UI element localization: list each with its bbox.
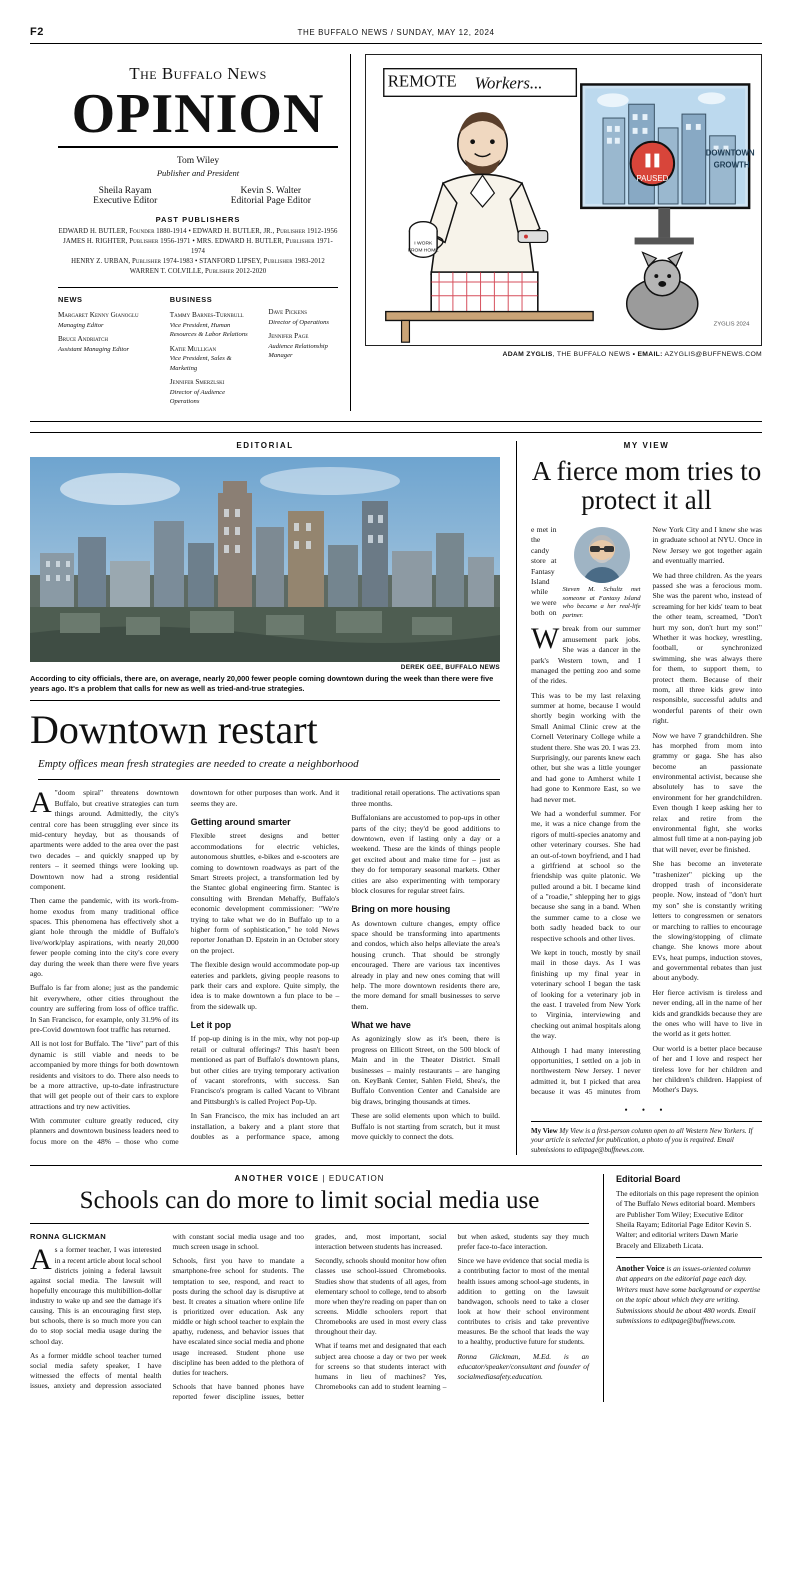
svg-text:GROWTH: GROWTH: [713, 160, 750, 170]
past-publisher-line: WARREN T. COLVILLE, Publisher 2012-2020: [129, 268, 267, 276]
staff-name: Bruce Andriatch: [58, 335, 108, 344]
bottom-section: [30, 1166, 762, 1402]
staff-title: Vice President, Human Resources & Labor Relations: [169, 321, 248, 339]
editorial-page-editor-title: Editorial Page Editor: [230, 195, 311, 206]
editorial-paragraph: These are solid elements upon which to build. Buffalo is not starting from scratch, but it must move quickly to connect the dots.: [351, 1111, 500, 1141]
editorial-body: [30, 788, 500, 1147]
editorial-paragraph: Buffalo is far from alone; just as the pandemic hit everywhere, other cities throughout the country are suffering from loss of office traffic. In San Francisco, for example, only 31.9% of its pre-Covid downtown foot traffic has returned.: [30, 983, 179, 1034]
editorial-headline: Downtown restart: [30, 706, 318, 752]
staff-name: Jennifer Smerzlski: [169, 378, 225, 387]
my-view-paragraph: We had a wonderful summer. For me, it was a nice change from the rigors of multi-species anatomy and other veterinary courses. She had an out-of-town boyfriend, and I had a girlfriend at school so the friendship was quite platonic. We pulled around a bit. I became kind of a "roadie," shlepping her to gigs because she sang in a band. When the summer came to a close we both sadly headed back to our respective schools and other lives.: [531, 808, 641, 943]
svg-text:PAUSED: PAUSED: [636, 174, 669, 184]
staff-name: Margaret Kenny Gianoglu: [58, 311, 139, 320]
my-view-body: [531, 525, 762, 1099]
publisher-name: Tom Wiley: [176, 156, 220, 166]
my-view-paragraph: She has become an inveterate "trashenizer" picking up the dropped trash of inconsiderate people. Now, instead of "don't hurt my son" she is constantly writing letters to congressmen or senators or marching to rallies to encourage the slowing/stopping of climate change. She knows more about EVs, heat pumps, induction stoves, and governmental rebates than just about anybody.: [652, 859, 762, 983]
staff-block: [58, 287, 338, 410]
opinion-flag: OPINION: [71, 83, 325, 145]
my-view-paragraph: We had three children. As the years passed she was a ferocious mom. She was the parent who, instead of screaming for her kids' team to beat the other team, screamed, "Don't hurt my son, don't hurt my son!" Whether it was hockey, wrestling, football, or synchronized swimming, she was always there for them, to support them, to protect them. Because of their mom, all three kids grew into responsible, successful adults and wonderful parents of their own right.: [652, 570, 762, 726]
staff-column-news: [58, 295, 154, 410]
cartoonist-name: ADAM ZYGLIS: [502, 351, 553, 358]
another-voice-body: [30, 1232, 589, 1402]
running-head-center: THE BUFFALO NEWS / SUNDAY, MAY 12, 2024: [297, 27, 495, 37]
another-voice-paragraph: Secondly, schools should monitor how often classes use school-issued Chromebooks. Studies show that students of all ages, from elementary school to college, tend to absorb more when they're reading on paper than on screens. Middle schoolers report that Chromebooks are used in most every class throughout their day.: [315, 1256, 447, 1337]
past-publishers-header: PAST PUBLISHERS: [155, 214, 241, 224]
mug-caption: Steven M. Schultz met someone at Fantasy Island who became a her real-life partner.: [562, 586, 641, 619]
byline: RONNA GLICKMAN: [30, 1231, 107, 1241]
skyline-photo: [30, 457, 500, 662]
my-view-paragraph: Her fierce activism is tireless and never ending, all in the name of her kids and grandkids because they are the ones who will have to live in the world as it gets hotter.: [652, 987, 762, 1039]
another-voice-kicker: [30, 1174, 589, 1183]
editorial-paragraph: Flexible street designs and better accommodations for electric vehicles, autonomous shuttles, e-bikes and e-scooters are coming to downtown roadways as part of the Smart Streets project, a transformation led by the Stantec global engineering firm. Stantec is consulting with Brendan Mehaffy, Buffalo's economic development commissioner: "We're trying to take what we do in Buffalo up to a higher form of sophistication," he told News reporter Jonathan D. Epstein in an October story on the project.: [190, 831, 340, 955]
another-voice-box: [616, 1263, 762, 1326]
staff-name: Dave Pickens: [268, 308, 308, 317]
svg-text:ZYGLIS 2024: ZYGLIS 2024: [713, 321, 750, 328]
past-publisher-line: JAMES H. RIGHTER, Publisher 1956-1971 • MRS. EDWARD H. BUTLER, Publisher 1971-1974: [63, 237, 333, 255]
publisher-title: Publisher and President: [156, 167, 240, 178]
staff-header-business: BUSINESS: [169, 295, 213, 305]
another-voice-headline: Schools can do more to limit social media use: [30, 1187, 589, 1224]
editorial-paragraph: If pop-up dining is in the mix, why not pop-up retail or cultural offerings? This hasn't been mentioned as part of Buffalo's downtown plans, but other cities are trying temporary activation of vacant storefronts, with success. San Francisco's program is called Vacant to Vibrant and Pittsburgh's is called Project Pop-Up.: [190, 1034, 340, 1106]
editorial-kicker: EDITORIAL: [236, 440, 294, 450]
editors-block: [58, 186, 338, 206]
staff-name: Katie Mulligan: [169, 344, 217, 353]
another-voice-paragraph: Schools that have banned phones have reported fewer discipline issues, better grades, and, most important, social interaction between students has increased.: [172, 1231, 447, 1402]
executive-editor-title: Executive Editor: [93, 195, 158, 206]
svg-text:I WORK: I WORK: [414, 241, 433, 247]
another-voice-paragraph: As a former middle school teacher turned social media safety speaker, I have witnessed the effects of mental health issues, anxiety and depression associated with constant social media usage and too much screen usage in school.: [30, 1231, 304, 1391]
another-voice-article: [30, 1174, 589, 1402]
flag-rule: [58, 146, 338, 148]
my-view-footer-label: My View: [531, 1126, 558, 1135]
past-publisher-line: EDWARD H. BUTLER, Founder 1880-1914 • EDWARD H. BUTLER, JR., Publisher 1912-1956: [58, 227, 338, 235]
folio: F2: [30, 26, 44, 38]
photo-caption: According to city officials, there are, on average, nearly 20,000 fewer people coming downtown during the week than there were five years ago. It's a problem that calls for new as well as tried-and-true strategies.: [30, 674, 500, 701]
running-head: [30, 26, 762, 44]
masthead: [30, 54, 762, 422]
staff-title: Managing Editor: [58, 321, 104, 329]
executive-editor-name: Sheila Rayam: [98, 185, 152, 196]
mid-section: [30, 433, 762, 1155]
board-divider: [616, 1257, 762, 1326]
another-voice-paragraph: Since we have evidence that social media is a contributing factor to most of the mental health issues among school-age students, in addition to getting on the lawsuit bandwagon, schools need to take a closer look at how their school environment contributes to crisis and take preventive measures. Be the school that leads the way to a healthy, productive future for students.: [457, 1256, 589, 1347]
editorial-article: [30, 441, 500, 1155]
my-view-article: [516, 441, 762, 1155]
publisher-block: [58, 156, 338, 179]
my-view-footer: [531, 1121, 762, 1155]
editorial-subhead: Let it pop: [190, 1020, 232, 1031]
staff-header-news: NEWS: [58, 295, 83, 305]
editorial-paragraph: In San Francisco, the mix has included an art installation, a bakery and a plant store that doubles as a performance space, among traditional retail operations. The activations span three months.: [190, 788, 500, 1141]
editorial-subhead: Bring on more housing: [351, 904, 451, 915]
section-dots: • • •: [624, 1104, 669, 1115]
svg-text:DOWNTOWN: DOWNTOWN: [705, 148, 755, 158]
my-view-kicker: MY VIEW: [623, 440, 670, 450]
editorial-board-text: The editorials on this page represent the opinion of The Buffalo News editorial board. Members are Publisher Tom Wiley; Executive Editor Sheila Rayam; Editorial Page Editor Kevin S. Walter; and editorial writers Dawn Marie Bracely and Elizabeth Licata.: [616, 1188, 759, 1250]
my-view-paragraph: Our world is a better place because of her and I love and respect her tireless love for her children and her children's children. Happiest of Mother's Days.: [652, 1043, 762, 1095]
editorial-paragraph: With commuter culture greatly reduced, city planners and downtown business leaders need to focus more on the 48% – those who come downtown for other purposes than work. And it seems they are.: [30, 788, 340, 1146]
staff-title: Audience Relationship Manager: [268, 342, 328, 360]
staff-column-operations: [268, 295, 338, 410]
svg-text:REMOTE: REMOTE: [387, 71, 457, 91]
another-voice-kicker-bold: ANOTHER VOICE: [234, 1173, 320, 1183]
portrait-photo: [574, 527, 630, 583]
another-voice-paragraph: What if teams met and designated that each subject area choose a day or two per week for screens so that students interact with humans in lieu of machines? Yes, Chromebooks can add to student learning – but when asked, students say they much prefer face-to-face interaction.: [315, 1231, 589, 1391]
svg-text:Workers...: Workers...: [474, 73, 543, 93]
editorial-board-header: Editorial Board: [616, 1173, 681, 1184]
staff-column-business: [170, 295, 253, 410]
my-view-headline: A fierce mom tries to protect it all: [531, 455, 762, 515]
cartoon-illustration: [366, 55, 761, 345]
my-view-paragraph: We kept in touch, mostly by snail mail in those days. As I was finishing up my final year in veterinary school I began the task of looking for a veterinary job in the east. I traveled from New York to Virginia, interviewing and checking out animal hospitals along the way.: [531, 948, 641, 1041]
my-view-paragraph: We met in the candy store at Fantasy Island while we were both on break from our summer amusement park jobs. She was a dancer in the park's Western town, and I managed the petting zoo and some of the rides.: [531, 525, 641, 686]
cartoon-email-label: • EMAIL:: [630, 351, 663, 358]
my-view-paragraph: This was to be my last relaxing summer at home, because I would shortly begin working with the Small Animal Clinic crew at the Cornell Veterinary College while a student there. She was 20. I was 23. Surprisingly, our parents knew each other, but she was a little younger and had gone to Amherst while I had gone to Kenmore East, so we had never met.: [531, 690, 641, 804]
svg-text:FROM HOME: FROM HOME: [407, 248, 439, 254]
editorial-paragraph: Buffalonians are accustomed to pop-ups in other parts of the city; they'd be good additions to downtown, even if lasting only a day or a weekend. These are the kinds of things people get excited about and make time for – just as they do for temporary seasonal markets. Other cities are also experimenting with temporary block closures for regular street fairs.: [351, 813, 500, 895]
columnist-mug-block: [563, 527, 641, 620]
my-view-paragraph: Although I had many interesting opportunities, I settled on a job in northwestern New Jersey. I never admitted it, but I picked that area because it was 45 minutes from New York City and I knew she was in graduate school at NYU. Once in New Jersey we got together again and eventually married.: [531, 525, 762, 1097]
another-voice-paragraph: As a former teacher, I was interested in a recent article about local school districts joining a federal lawsuit against social media. The lawsuit will hopefully encourage this multibillion-dollar industry to wake up and see the damage it's causing. This is an encouraging first step, but schools, there is so much more you can do to stop social media usage during the school day.: [30, 1243, 162, 1346]
staff-name: Jennifer Page: [268, 332, 309, 341]
staff-title: Director of Audience Operations: [169, 388, 226, 406]
cartoon-column: [350, 54, 762, 411]
editorial-paragraph: All is not lost for Buffalo. The "live" part of this dynamic is still viable and needs to be accompanied by more things for both downtown residents and visitors to do. There also needs to be a more attractive, up-to-date infrastructure that will get people out of their cars to explore attractions and try new activities.: [30, 1039, 179, 1111]
editorial-paragraph: As downtown culture changes, empty office space should be transforming into apartments and condos, which also helps alleviate the area's housing crunch. That should be strongly encouraged. There are various tax incentives already in play and new ones coming that will help. The more downtown residents there are, the more demand for small businesses to serve them.: [351, 918, 500, 1011]
cartoon-email[interactable]: AZYGLIS@BUFFNEWS.COM: [664, 351, 762, 358]
editorial-photo: [30, 457, 500, 662]
cartoon-org: , THE BUFFALO NEWS: [552, 351, 631, 358]
editorial-deck: Empty offices mean fresh strategies are needed to create a neighborhood: [38, 757, 500, 781]
staff-name: Tammy Barnes-Turnbull: [169, 311, 244, 320]
another-voice-kicker-topic: | EDUCATION: [319, 1173, 385, 1183]
editorial-board-box: [603, 1174, 762, 1402]
cartoon-credit: [365, 351, 762, 358]
newspaper-name: The Buffalo News: [129, 64, 267, 83]
staff-title: Assistant Managing Editor: [58, 345, 130, 353]
editorial-paragraph: A"doom spiral" threatens downtown Buffalo, but creative strategies can turn things around. Admittedly, the city's central core has been struggling ever since its mid-century heyday, but as thousands of apartments were added to the area over the past two decades – and quickly snapped up by renters – it seemed things were looking up. Downtown now had a strong residential component.: [30, 786, 179, 891]
past-publisher-line: HENRY Z. URBAN, Publisher 1974-1983 • STANFORD LIPSEY, Publisher 1983-2012: [71, 258, 325, 266]
flag-column: [30, 54, 350, 411]
editorial-paragraph: The flexible design would accommodate pop-up eateries and parklets, giving people reasons to park their cars and explore. Quite simply, the idea is to make downtown a fun place to be – from the sidewalk up.: [190, 960, 340, 1011]
staff-title: Director of Operations: [268, 318, 329, 326]
editorial-paragraph: Then came the pandemic, with its work-from-home exodus from many traditional office spaces. This phenomena has effectively shot a giant hole through the middle of Buffalo's live/work/play aspirations, with nearly 20,000 fewer people coming into the city's core every day during the week than there were five years ago.: [30, 896, 179, 979]
editorial-subhead: What we have: [351, 1020, 411, 1031]
editorial-subhead: Getting around smarter: [190, 817, 291, 828]
staff-title: Vice President, Sales & Marketing: [169, 355, 232, 372]
editorial-cartoon: [365, 54, 762, 346]
avatar: [574, 527, 630, 583]
another-voice-box-title: Another Voice: [616, 1264, 665, 1274]
another-voice-box-text: is an issues-oriented column that appears on the editorial page each day. Writers must have some background or expertise on the topic about which they are writing. Submissions should be about 480 words. Email submissions to editpage@buffnews.com.: [616, 1264, 761, 1325]
another-voice-bio: Ronna Glickman, M.Ed. is an educator/speaker/consultant and founder of socialmediasafety.education.: [457, 1351, 589, 1381]
editorial-page-editor-name: Kevin S. Walter: [240, 185, 302, 196]
my-view-footer-text: My View is a first-person column open to all Western New Yorkers. If your article is selected for publication, a photo of you is required. Email submissions to editpage@buffnews.com.: [531, 1126, 753, 1154]
another-voice-paragraph: Schools, first you have to mandate a smartphone-free school for students. The temptation to see, respond, and react to posts during the school day is disruptive at best. It creates a situation where online life is prioritized over education. Ask any middle or high school teacher to explain the apathy, rudeness, and behavior issues that have escalated since social media and phone usage increased. Student phone use discipline has been added to the plethora of duties for teachers.: [172, 1256, 304, 1377]
editorial-paragraph: As agonizingly slow as it's been, there is progress on Ellicott Street, on the 500 block of Main and in the Theater District. Small businesses – mainly restaurants – are hanging on. KeyBank Center, Sahlen Field, Shea's, the Buffalo Convention Center and Canalside are big draws, bringing thousands at times.: [351, 1034, 500, 1106]
past-publishers-list: [58, 227, 338, 278]
photo-credit: DEREK GEE, BUFFALO NEWS: [400, 663, 500, 671]
my-view-paragraph: Now we have 7 grandchildren. She has morphed from mom into grammy or gaga. She has also become an passionate environmental activist, because she absolutely has to save the environment for her grandchildren. Even though I keep asking her to relax and retire from the environmental fight, she works almost full time at a non-paying job that will never, ever be finished.: [652, 730, 762, 854]
